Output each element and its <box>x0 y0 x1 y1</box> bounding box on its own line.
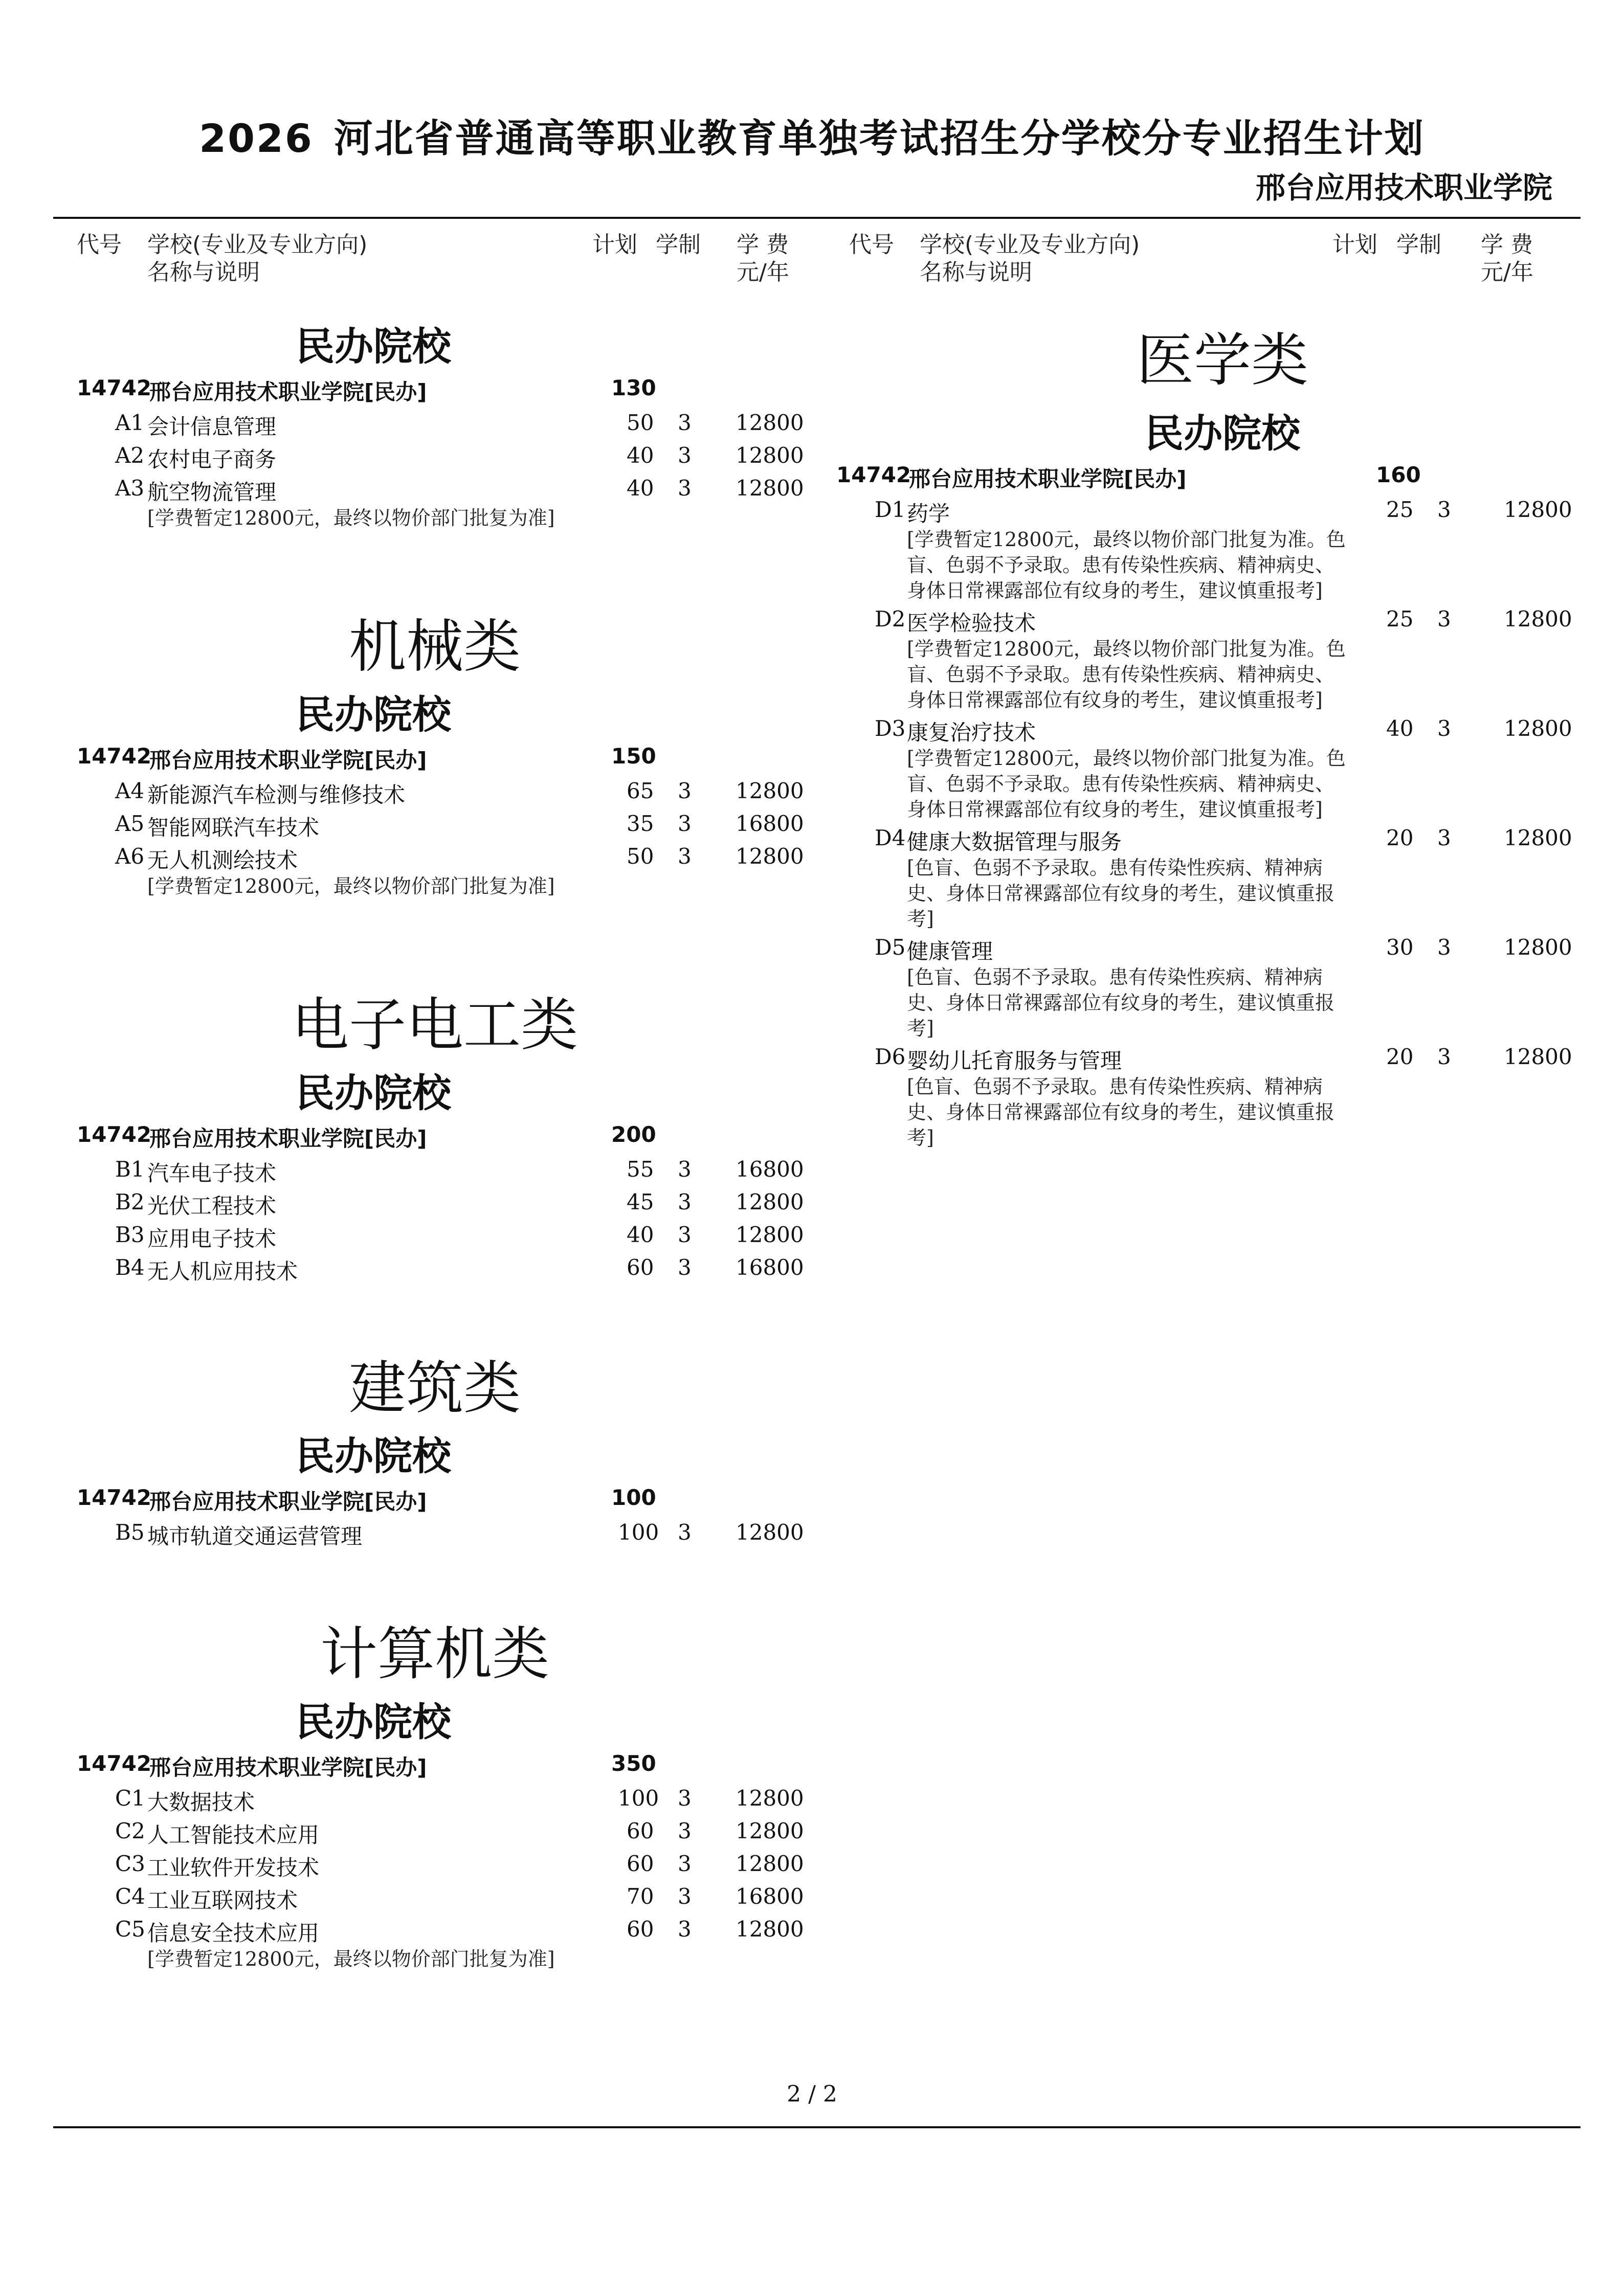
major-code: A3 <box>115 476 145 501</box>
major-code: C5 <box>115 1917 145 1942</box>
col-code: 代号 <box>849 232 894 258</box>
major-fee: 12800 <box>736 1851 804 1876</box>
major-code: D1 <box>875 497 906 522</box>
major-years: 3 <box>678 1884 692 1909</box>
major-name: 医学检验技术 <box>907 611 1036 636</box>
major-plan: 25 <box>1386 606 1414 632</box>
col-plan: 计划 <box>592 232 637 258</box>
major-plan: 50 <box>627 844 654 869</box>
school-row <box>0 1118 747 1154</box>
major-name: 城市轨道交通运营管理 <box>147 1524 363 1549</box>
major-name: 健康管理 <box>907 939 993 964</box>
col-fee-unit: 元/年 <box>737 259 789 285</box>
major-row <box>0 1219 804 1252</box>
major-years: 3 <box>678 476 692 501</box>
school-type-heading: 民办院校 <box>296 1070 451 1116</box>
major-row <box>0 440 804 472</box>
col-name: 学校(专业及专业方向) <box>147 232 368 258</box>
major-note: [色盲、色弱不予录取。患有传染性疾病、精神病史、身体日常裸露部位有纹身的考生，建议慎重报考] <box>907 966 1335 1040</box>
major-code: C3 <box>115 1851 145 1876</box>
major-row <box>772 1041 1581 1074</box>
school-code: 14742 <box>836 462 911 487</box>
major-fee: 12800 <box>736 443 804 468</box>
category-heading: 建筑类 <box>349 1355 521 1422</box>
major-code: C4 <box>115 1884 145 1909</box>
major-years: 3 <box>678 1786 692 1811</box>
major-plan: 60 <box>627 1818 654 1843</box>
school-name: 邢台应用技术职业学院[民办] <box>149 748 427 773</box>
major-code: A1 <box>115 410 145 435</box>
major-name: 无人机测绘技术 <box>147 848 298 873</box>
major-code: B4 <box>115 1255 145 1280</box>
major-row <box>0 775 804 808</box>
major-years: 3 <box>678 1189 692 1214</box>
major-fee: 12800 <box>736 476 804 501</box>
school-type-heading: 民办院校 <box>1145 411 1300 456</box>
category-heading: 电子电工类 <box>292 992 578 1059</box>
major-fee: 12800 <box>1504 716 1572 741</box>
major-fee: 12800 <box>1504 1044 1572 1069</box>
col-name: 学校(专业及专业方向) <box>920 232 1140 258</box>
major-code: A2 <box>115 443 145 468</box>
section-medical <box>772 327 1581 1151</box>
major-note: [学费暂定12800元，最终以物价部门批复为准。色盲、色弱不予录取。患有传染性疾病、精神病史、身体日常裸露部位有纹身的考生，建议慎重报考] <box>907 638 1346 711</box>
major-row <box>0 1783 804 1815</box>
major-note: [色盲、色弱不予录取。患有传染性疾病、精神病史、身体日常裸露部位有纹身的考生，建议慎重报考] <box>907 1075 1335 1149</box>
major-row <box>772 932 1581 964</box>
major-row <box>0 1848 804 1881</box>
major-plan: 60 <box>627 1255 654 1280</box>
major-note: [学费暂定12800元，最终以物价部门批复为准] <box>147 507 555 529</box>
major-years: 3 <box>1437 1044 1451 1069</box>
title-text: 河北省普通高等职业教育单独考试招生分学校分专业招生计划 <box>333 116 1425 161</box>
major-row <box>772 713 1581 746</box>
school-plan: 100 <box>611 1485 656 1510</box>
school-name: 邢台应用技术职业学院[民办] <box>149 379 427 404</box>
major-row <box>0 472 804 505</box>
school-code: 14742 <box>77 744 152 769</box>
major-note: [色盲、色弱不予录取。患有传染性疾病、精神病史、身体日常裸露部位有纹身的考生，建议慎重报考] <box>907 857 1335 930</box>
school-row <box>0 1747 747 1783</box>
major-years: 3 <box>678 1255 692 1280</box>
school-row <box>0 371 747 407</box>
school-plan: 160 <box>1376 462 1421 487</box>
major-fee: 16800 <box>736 1157 804 1182</box>
col-name-sub: 名称与说明 <box>920 259 1032 285</box>
major-name: 光伏工程技术 <box>147 1194 277 1219</box>
major-name: 康复治疗技术 <box>907 720 1036 745</box>
major-code: D4 <box>875 825 906 850</box>
major-name: 药学 <box>907 501 950 526</box>
col-code: 代号 <box>77 232 122 258</box>
school-name: 邢台应用技术职业学院[民办] <box>149 1126 427 1151</box>
major-years: 3 <box>1437 497 1451 522</box>
major-plan: 40 <box>627 476 654 501</box>
major-name: 大数据技术 <box>147 1790 255 1815</box>
category-heading: 机械类 <box>349 614 521 680</box>
school-type-heading: 民办院校 <box>296 324 451 369</box>
major-years: 3 <box>1437 825 1451 850</box>
major-years: 3 <box>1437 716 1451 741</box>
major-plan: 35 <box>627 811 654 836</box>
major-plan: 20 <box>1386 825 1414 850</box>
school-row <box>0 1481 747 1517</box>
major-plan: 50 <box>627 410 654 435</box>
major-years: 3 <box>678 410 692 435</box>
major-years: 3 <box>678 1222 692 1247</box>
major-name: 工业软件开发技术 <box>147 1855 320 1880</box>
major-code: D3 <box>875 716 906 741</box>
major-years: 3 <box>678 1917 692 1942</box>
major-code: A4 <box>115 778 145 803</box>
major-name: 无人机应用技术 <box>147 1259 298 1284</box>
major-name: 人工智能技术应用 <box>147 1822 320 1848</box>
school-code: 14742 <box>77 375 152 400</box>
major-plan: 30 <box>1386 935 1414 960</box>
major-note: [学费暂定12800元，最终以物价部门批复为准] <box>147 1948 555 1970</box>
major-code: A6 <box>115 844 145 869</box>
title-year: 2026 <box>199 116 314 161</box>
major-fee: 12800 <box>1504 606 1572 632</box>
major-fee: 12800 <box>736 1520 804 1545</box>
school-name: 邢台应用技术职业学院[民办] <box>149 1755 427 1780</box>
major-code: A5 <box>115 811 145 836</box>
major-code: B5 <box>115 1520 145 1545</box>
major-plan: 20 <box>1386 1044 1414 1069</box>
major-fee: 12800 <box>736 1786 804 1811</box>
school-plan: 350 <box>611 1751 656 1776</box>
major-row <box>772 822 1581 855</box>
major-row <box>0 1881 804 1914</box>
major-name: 新能源汽车检测与维修技术 <box>147 782 406 807</box>
major-fee: 12800 <box>1504 825 1572 850</box>
col-years: 学制 <box>656 232 701 258</box>
major-plan: 40 <box>627 1222 654 1247</box>
major-row <box>0 1517 804 1549</box>
major-plan: 60 <box>627 1851 654 1876</box>
major-years: 3 <box>678 1157 692 1182</box>
major-code: C1 <box>115 1786 145 1811</box>
major-years: 3 <box>678 844 692 869</box>
major-code: B3 <box>115 1222 145 1247</box>
major-fee: 12800 <box>736 778 804 803</box>
school-type-heading: 民办院校 <box>296 1699 451 1745</box>
major-years: 3 <box>678 1851 692 1876</box>
major-name: 航空物流管理 <box>147 480 277 505</box>
major-code: B1 <box>115 1157 145 1182</box>
major-name: 农村电子商务 <box>147 447 277 472</box>
major-code: B2 <box>115 1189 145 1214</box>
major-years: 3 <box>678 443 692 468</box>
major-fee: 12800 <box>1504 497 1572 522</box>
school-plan: 200 <box>611 1122 656 1147</box>
header-school-name: 邢台应用技术职业学院 <box>1255 170 1552 205</box>
major-plan: 100 <box>618 1520 659 1545</box>
major-row <box>0 808 804 841</box>
major-note: [学费暂定12800元，最终以物价部门批复为准。色盲、色弱不予录取。患有传染性疾病、精神病史、身体日常裸露部位有纹身的考生，建议慎重报考] <box>907 747 1346 821</box>
school-plan: 130 <box>611 375 656 400</box>
category-heading: 计算机类 <box>320 1621 549 1687</box>
major-row <box>0 1186 804 1219</box>
major-code: D6 <box>875 1044 906 1069</box>
major-plan: 65 <box>627 778 654 803</box>
col-fee: 学 费 <box>737 232 789 258</box>
major-plan: 60 <box>627 1917 654 1942</box>
major-name: 信息安全技术应用 <box>147 1921 320 1946</box>
major-row <box>0 1154 804 1186</box>
major-row <box>772 603 1581 636</box>
major-plan: 55 <box>627 1157 654 1182</box>
major-plan: 40 <box>1386 716 1414 741</box>
major-name: 工业互联网技术 <box>147 1888 298 1913</box>
major-years: 3 <box>678 1520 692 1545</box>
section-computer <box>0 1621 804 1972</box>
major-code: C2 <box>115 1818 145 1843</box>
major-fee: 12800 <box>736 1222 804 1247</box>
major-years: 3 <box>678 778 692 803</box>
major-fee: 12800 <box>736 844 804 869</box>
major-plan: 40 <box>627 443 654 468</box>
major-row <box>0 1914 804 1946</box>
major-name: 健康大数据管理与服务 <box>907 829 1122 854</box>
major-fee: 12800 <box>736 410 804 435</box>
category-heading: 医学类 <box>1137 327 1308 394</box>
major-years: 3 <box>1437 935 1451 960</box>
section-mechanical <box>0 614 804 899</box>
major-name: 汽车电子技术 <box>147 1161 277 1186</box>
major-note: [学费暂定12800元，最终以物价部门批复为准。色盲、色弱不予录取。患有传染性疾病、精神病史、身体日常裸露部位有纹身的考生，建议慎重报考] <box>907 528 1346 602</box>
major-code: D2 <box>875 606 906 632</box>
header-rule <box>53 217 1581 219</box>
school-type-heading: 民办院校 <box>296 692 451 737</box>
major-plan: 25 <box>1386 497 1414 522</box>
footer-rule <box>53 2126 1581 2128</box>
major-years: 3 <box>1437 606 1451 632</box>
major-row <box>0 1815 804 1848</box>
major-plan: 100 <box>618 1786 659 1811</box>
major-fee: 12800 <box>1504 935 1572 960</box>
major-name: 会计信息管理 <box>147 414 277 439</box>
major-row <box>0 1252 804 1285</box>
major-name: 应用电子技术 <box>147 1226 277 1251</box>
major-row <box>772 494 1581 527</box>
school-name: 邢台应用技术职业学院[民办] <box>149 1489 427 1514</box>
major-name: 智能网联汽车技术 <box>147 815 320 840</box>
major-note: [学费暂定12800元，最终以物价部门批复为准] <box>147 875 555 897</box>
school-name: 邢台应用技术职业学院[民办] <box>909 466 1187 491</box>
major-fee: 12800 <box>736 1189 804 1214</box>
school-type-heading: 民办院校 <box>296 1433 451 1479</box>
section-electronics <box>0 992 804 1285</box>
page-number: 2 / 2 <box>787 2081 837 2107</box>
major-name: 婴幼儿托育服务与管理 <box>907 1048 1122 1073</box>
major-fee: 16800 <box>736 1255 804 1280</box>
school-row <box>0 739 747 775</box>
school-code: 14742 <box>77 1485 152 1510</box>
school-code: 14742 <box>77 1751 152 1776</box>
school-row <box>772 458 1581 494</box>
section-construction <box>0 1355 804 1549</box>
col-fee-unit: 元/年 <box>1481 259 1533 285</box>
major-fee: 16800 <box>736 1884 804 1909</box>
major-code: D5 <box>875 935 906 960</box>
school-code: 14742 <box>77 1122 152 1147</box>
major-years: 3 <box>678 811 692 836</box>
col-fee: 学 费 <box>1481 232 1533 258</box>
col-years: 学制 <box>1396 232 1441 258</box>
major-years: 3 <box>678 1818 692 1843</box>
major-fee: 12800 <box>736 1917 804 1942</box>
major-fee: 12800 <box>736 1818 804 1843</box>
major-row <box>0 407 804 440</box>
school-plan: 150 <box>611 744 656 769</box>
section-general <box>0 322 804 531</box>
document-title <box>0 107 1624 163</box>
major-fee: 16800 <box>736 811 804 836</box>
major-plan: 45 <box>627 1189 654 1214</box>
col-plan: 计划 <box>1332 232 1377 258</box>
major-plan: 70 <box>627 1884 654 1909</box>
major-row <box>0 841 804 873</box>
col-name-sub: 名称与说明 <box>147 259 260 285</box>
